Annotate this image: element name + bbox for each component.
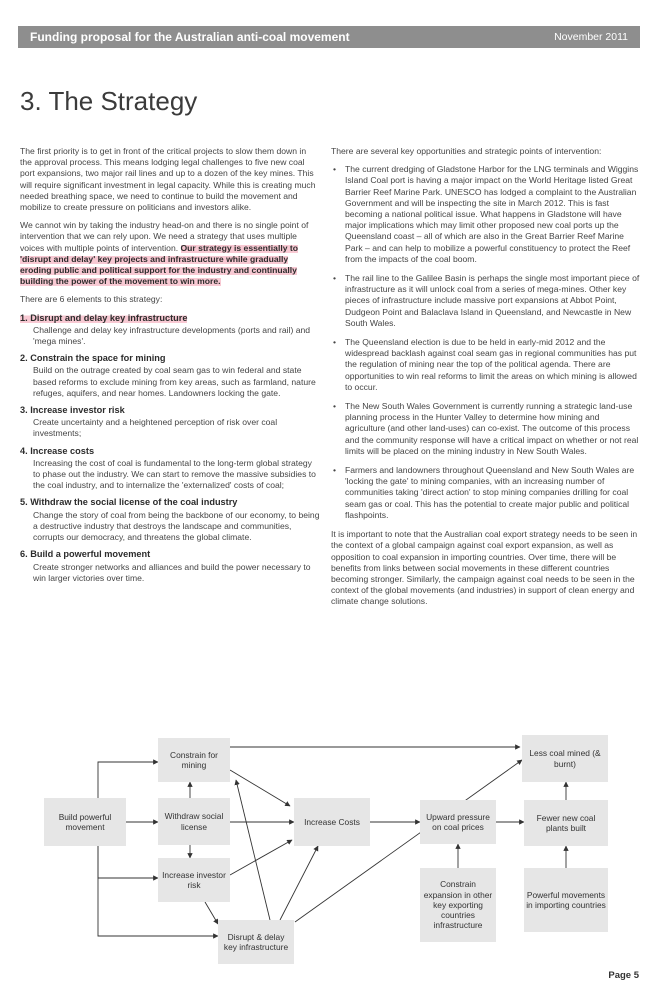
paragraph-opportunities-intro: There are several key opportunities and strategic points of intervention: (331, 146, 602, 156)
box-increase-costs: Increase Costs (294, 798, 370, 846)
arrow-build-constrain (98, 762, 158, 798)
document-date: November 2011 (554, 31, 628, 43)
arrow-disrupt-constrain (236, 780, 270, 920)
list-item (20, 313, 320, 348)
opportunities-list (331, 164, 641, 521)
box-disrupt-delay: Disrupt & delay key infrastructure (218, 920, 294, 964)
right-column (331, 146, 641, 615)
box-constrain-mining: Constrain for mining (158, 738, 230, 782)
list-item: • Farmers and landowners throughout Queensland and New South Wales are 'locking the gate' to mining companies, with an increasing number of communities taking 'direct action' to stop mining companies drilling for coal seam gas or coal. This has the potential to create major public and political flashpoints. (331, 465, 641, 521)
element-heading: 4. Increase costs (20, 445, 95, 456)
highlighted-strategy-text: Our strategy is essentially to 'disrupt and delay' key projects and infrastructure while gradually eroding public and political support for the industry and continually building the power of the movement to win more. (20, 242, 298, 287)
box-upward-pressure: Upward pressure on coal prices (420, 800, 496, 844)
list-item: • The New South Wales Government is currently running a strategic land-use planning process in the Hunter Valley to determine how mining and agriculture (and other land-uses) can co-exist. The outcome of this process and the community response will have a critical impact on whether or not real limits will be placed on the mining industry in New South Wales. (331, 401, 641, 457)
paragraph-priority: The first priority is to get in front of the critical projects to slow them down in the approval process. This means lodging legal challenges to five new coal port expansions, two major rail lines and up to a dozen of the key mines. This will require significant investment in legal capacity. While this is creating much needed breathing space, we need to continue to build the movement and mobilize to create pressure on politicians and investors alike. (20, 146, 316, 213)
paragraph-strategy (20, 220, 320, 287)
list-item: • The Queensland election is due to be held in early-mid 2012 and the widespread backlash against coal seam gas in regional communities has put the regulation of mining near the top of the political agenda. There are opportunities to win real reforms to limit the areas on which mining is allowed to occur. (331, 337, 641, 393)
arrow-investor-disrupt (205, 902, 218, 924)
box-withdraw-license: Withdraw social license (158, 798, 230, 845)
arrow-disrupt-costs (280, 846, 318, 920)
element-heading: 1. Disrupt and delay key infrastructure (20, 312, 188, 323)
arrow-build-investor (98, 846, 158, 878)
box-less-coal: Less coal mined (& burnt) (522, 735, 608, 782)
document-title: Funding proposal for the Australian anti-coal movement (30, 30, 350, 44)
element-description: Increasing the cost of coal is fundamental to the long-term global strategy to phase out the industry. We can start to remove the massive subsidies to the coal industry, and to internalize the 'externalized' costs of coal; (33, 457, 316, 491)
box-investor-risk: Increase investor risk (158, 858, 230, 902)
section-title: 3. The Strategy (20, 86, 198, 116)
list-item (20, 405, 320, 440)
box-build-movement: Build powerful movement (44, 798, 126, 846)
box-powerful-movements: Powerful movements in importing countries (524, 868, 608, 932)
element-description: Create uncertainty and a heightened perception of risk over coal investments; (33, 417, 278, 439)
list-item (20, 353, 320, 399)
list-item: • The current dredging of Gladstone Harbor for the LNG terminals and Wiggins Island Coal port is having a major impact on the World Heritage listed Great Barrier Reef Marine Park. UNESCO has lodged a complaint to the Australian Government and will be inspecting the site in March 2012. This is fast becoming a national political issue. What happens in Gladstone will have major implications which may limit other proposed new coal ports up the Queensland coast – all of which are also in the Great Barrier Reef Marine Park – and can help to mobilize a powerful constituency to protect the Reef from the impacts of the coal boom. (331, 164, 641, 265)
page-number: Page 5 (608, 970, 639, 981)
element-heading: 2. Constrain the space for mining (20, 353, 166, 364)
element-description: Create stronger networks and alliances and build the power necessary to win larger victories over time. (33, 561, 311, 583)
paragraph-elements-intro: There are 6 elements to this strategy: (20, 294, 163, 305)
list-item: • The rail line to the Galilee Basin is perhaps the single most important piece of infrastructure as it will unlock coal from a series of mega-mines. Other key pieces of infrastructure include massive port expansions at Abbot Point, Dudgeon Point and Balaclava Island in Queensland, and Newcastle in New South Wales. (331, 273, 641, 329)
strategy-intro-text: We cannot win by taking the industry head-on and there is no single point of intervention that we can rely upon. We need a strategy that uses multiple voices with multiple points of intervention. (20, 220, 309, 253)
list-item (20, 446, 320, 492)
element-heading: 6. Build a powerful movement (20, 549, 151, 560)
element-description: Change the story of coal from being the backbone of our economy, to being a destructive industry that destroys the landscape and communities, corrupts our democracy, and threatens the global climate. (33, 509, 320, 543)
paragraph-global-context: It is important to note that the Australian coal export strategy needs to be seen in the context of a global campaign against coal export expansion, as well as opposition to coal expansion in importing countries. Over time, there will be benefits from links between social movements in these different countries becoming stronger. Similarly, the campaign against coal needs to be seen in the context of the global movements (and industries) in support of clean energy and climate change solutions. (331, 529, 638, 607)
list-item (20, 497, 320, 543)
box-fewer-plants: Fewer new coal plants built (524, 800, 608, 846)
box-constrain-expansion: Constrain expansion in other key exporting countries infrastructure (420, 868, 496, 942)
element-heading: 5. Withdraw the social license of the coal industry (20, 497, 238, 508)
element-description: Build on the outrage created by coal seam gas to win federal and state based reforms to exclude mining from key areas, such as farmland, nature refuges, aquifers, and near homes. Landowners locking the gate. (33, 365, 316, 398)
element-description: Challenge and delay key infrastructure developments (ports and rail) and 'mega mines'. (33, 324, 311, 347)
left-column (20, 146, 320, 590)
element-heading: 3. Increase investor risk (20, 405, 125, 416)
strategy-elements-list (20, 313, 320, 584)
list-item (20, 549, 320, 584)
header-banner (18, 26, 640, 48)
arrow-investor-costs (230, 840, 292, 875)
arrow-constrain-costs (230, 770, 290, 806)
